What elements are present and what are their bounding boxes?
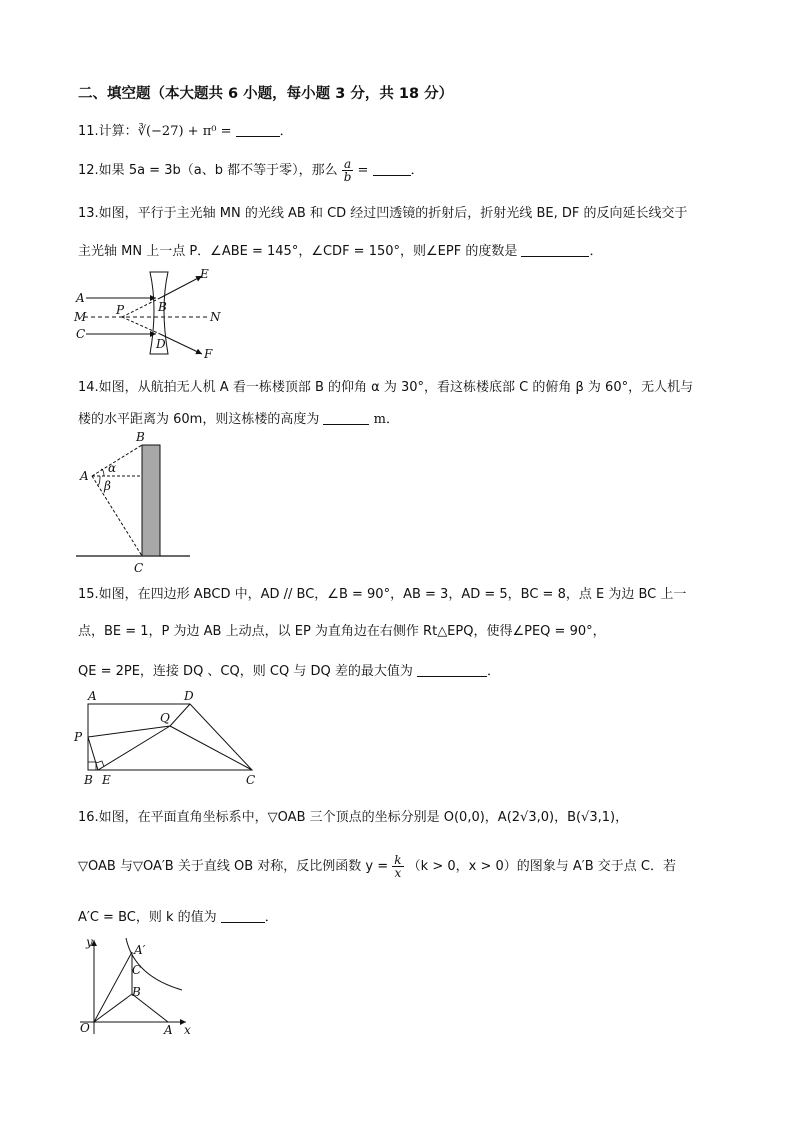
label-d: D — [184, 689, 194, 703]
q14-line2 — [78, 408, 399, 427]
q13-line2 — [78, 240, 603, 259]
label-b: B — [136, 430, 145, 444]
q13-lens-figure — [70, 268, 230, 363]
line-dq — [170, 704, 190, 726]
label-y: y — [86, 935, 93, 949]
triangle-epq — [88, 726, 170, 770]
label-f: F — [204, 347, 213, 361]
q14-answer-blank[interactable] — [323, 412, 369, 425]
label-c: C — [134, 561, 144, 575]
triangle-oab — [94, 994, 168, 1022]
label-a: A — [76, 291, 85, 305]
q13-answer-blank[interactable] — [521, 244, 589, 257]
q16-end: ． — [264, 910, 278, 925]
question-12 — [78, 158, 424, 183]
q16-line2 — [78, 854, 676, 879]
q11-end: ． — [279, 124, 293, 139]
label-x: x — [184, 1023, 191, 1037]
q15-end: ． — [486, 664, 500, 679]
q16-line2a: ▽OAB 与▽OA′B 关于直线 OB 对称，反比例函数 y = — [78, 859, 389, 874]
q14-line1: 14.如图，从航拍无人机 A 看一栋楼顶部 B 的仰角 α 为 30°，看这栋楼底部 C 的俯角 β 为 60°，无人机与 — [78, 380, 694, 395]
q16-line2b: （k > 0，x > 0）的图象与 A′B 交于点 C．若 — [407, 859, 676, 874]
q15-answer-blank[interactable] — [417, 664, 487, 677]
line-cq — [170, 726, 252, 770]
quad-abcd — [88, 704, 252, 770]
q15-line3-text: QE = 2PE，连接 DQ 、CQ，则 CQ 与 DQ 差的最大值为 — [78, 664, 413, 679]
q13-end: ． — [589, 244, 603, 259]
q12-end: ． — [410, 163, 424, 178]
q16-frac-den: x — [394, 866, 402, 880]
label-q: Q — [160, 711, 170, 725]
label-beta: β — [104, 479, 111, 493]
q15-line3 — [78, 660, 500, 679]
question-11 — [78, 120, 293, 139]
label-b: B — [158, 300, 167, 314]
q16-line3 — [78, 906, 278, 925]
label-c: C — [246, 773, 256, 787]
right-angle-b — [88, 762, 96, 770]
q12-prefix: 12.如果 — [78, 163, 129, 178]
angle-beta-arc — [97, 476, 100, 485]
label-n: N — [210, 310, 221, 324]
q16-answer-blank[interactable] — [221, 910, 265, 923]
label-d: D — [156, 337, 166, 351]
q16-frac-num: k — [394, 853, 402, 867]
q12-condition: 5a = 3b（a、b 都不等于零），那么 — [128, 163, 342, 178]
q15-quadrilateral-figure — [72, 690, 272, 788]
label-e: E — [102, 773, 111, 787]
label-m: M — [74, 310, 87, 324]
q12-fraction — [342, 158, 354, 183]
q15-line2: 点，BE = 1，P 为边 AB 上动点，以 EP 为直角边在右侧作 Rt△EPQ，使得∠PEQ = 90°， — [78, 624, 606, 639]
q13-line2-text: 主光轴 MN 上一点 P．∠ABE = 145°，∠CDF = 150°，则∠EPF 的度数是 — [78, 244, 518, 259]
label-p: P — [116, 303, 125, 317]
line-oa-prime — [94, 952, 132, 1022]
label-b: B — [84, 773, 93, 787]
q16-line3-text: A′C = BC，则 k 的值为 — [78, 910, 217, 925]
label-a-prime: A′ — [134, 943, 146, 957]
label-o: O — [80, 1021, 90, 1035]
q11-expression: ∛(−27) + π⁰ = — [137, 124, 232, 139]
building — [142, 445, 160, 556]
label-c: C — [132, 963, 142, 977]
label-a: A — [88, 689, 97, 703]
label-c: C — [76, 327, 86, 341]
q12-answer-blank[interactable] — [373, 163, 411, 176]
q12-frac-num: a — [342, 158, 354, 171]
q15-line1: 15.如图，在四边形 ABCD 中，AD // BC，∠B = 90°，AB = 3，AD = 5，BC = 8，点 E 为边 BC 上一 — [78, 587, 687, 602]
q14-building-figure — [70, 428, 200, 576]
sight-ab — [92, 445, 142, 476]
q14-unit: m． — [373, 412, 399, 427]
q16-line1: 16.如图，在平面直角坐标系中，▽OAB 三个顶点的坐标分别是 O(0,0)，A(2√3,0)，B(√3,1)， — [78, 810, 629, 825]
q11-answer-blank[interactable] — [236, 124, 280, 137]
q14-line2-text: 楼的水平距离为 60m，则这栋楼的高度为 — [78, 412, 320, 427]
q13-line1: 13.如图，平行于主光轴 MN 的光线 AB 和 CD 经过凹透镜的折射后，折射光线 BE, DF 的反向延长线交于 — [78, 206, 688, 221]
section-title: 二、填空题（本大题共 6 小题，每小题 3 分，共 18 分） — [78, 86, 454, 102]
q12-frac-den: b — [343, 170, 352, 184]
label-b: B — [132, 985, 141, 999]
label-e: E — [200, 267, 209, 281]
q16-coordinate-figure — [74, 932, 204, 1042]
label-alpha: α — [108, 461, 117, 475]
q16-fraction — [392, 854, 403, 879]
q12-eq: = — [357, 163, 369, 178]
label-p: P — [74, 730, 83, 744]
sight-ac — [92, 476, 142, 556]
q11-prefix: 11.计算： — [78, 124, 138, 139]
label-a: A — [164, 1023, 173, 1037]
label-a: A — [80, 469, 89, 483]
